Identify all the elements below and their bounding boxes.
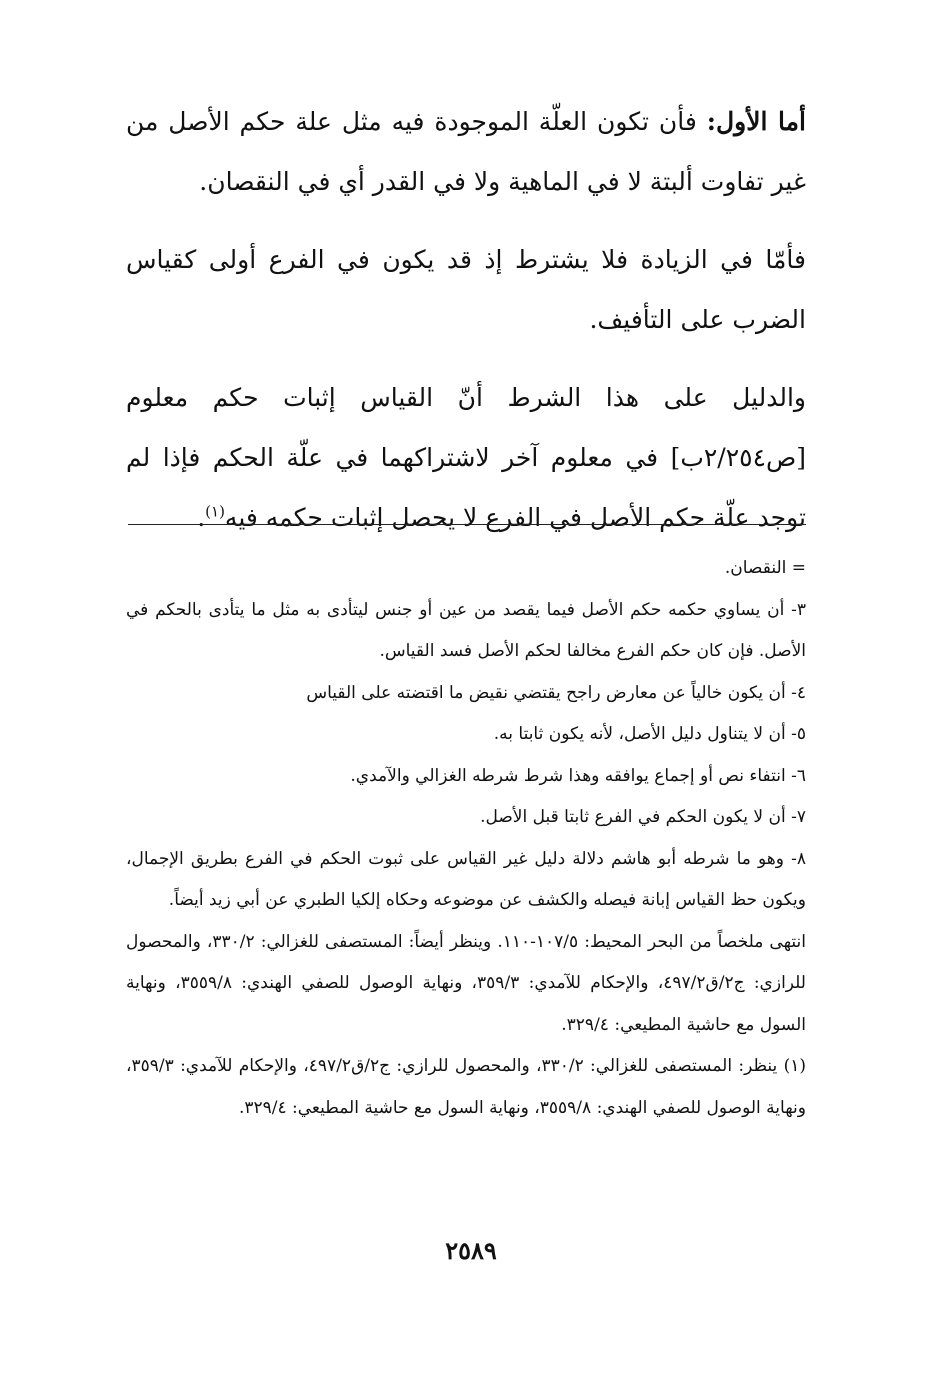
paragraph-1-lead: أما الأول: (706, 107, 807, 136)
paragraph-1 (126, 92, 806, 212)
footnote-separator (128, 524, 806, 525)
footnote-continuation: = النقصان. (724, 558, 806, 578)
paragraph-3-text: والدليل على هذا الشرط أنّ القياس إثبات حكم معلوم [ص٢/٢٥٤ب] في معلوم آخر لاشتراكهما في علّة الحكم فإذا لم توجد علّة حكم الأصل في الفرع لا يحصل إثبات حكمه فيه (126, 383, 806, 532)
footnote-item: ٤- أن يكون خالياً عن معارض راجح يقتضي نقيض ما اقتضته على القياس (306, 682, 806, 703)
footnotes (126, 548, 806, 1129)
footnote-item: ٨- وهو ما شرطه أبو هاشم دلالة دليل غير القياس على ثبوت الحكم في الفرع بطريق الإجمال، ويكون حظ القياس إبانة فيصله والكشف عن موضوعه وحكاه إلكيا الطبري عن أبي زيد أيضاً. (126, 848, 806, 910)
main-text (126, 92, 806, 566)
footnote-1: (١) ينظر: المستصفى للغزالي: ٣٣٠/٢، والمحصول للرازي: ج٢/ق٤٩٧/٢، والإحكام للآمدي: ٣٥٩/٣، ونهاية الوصول للصفي الهندي: ٣٥٥٩/٨، ونهاية السول مع حاشية المطيعي: ٣٢٩/٤. (126, 1056, 806, 1118)
page-number: ٢٥٨٩ (445, 1236, 497, 1265)
paragraph-3 (126, 368, 806, 548)
paragraph-3-end: . (197, 503, 206, 532)
footnote-sources: انتهى ملخصاً من البحر المحيط: ١٠٧/٥-١١٠. وينظر أيضاً: المستصفى للغزالي: ٣٣٠/٢، والمحصول للرازي: ج٢/ق٤٩٧/٢، والإحكام للآمدي: ٣٥٩/٣، ونهاية الوصول للصفي الهندي: ٣٥٥٩/٨، ونهاية السول مع حاشية المطيعي: ٣٢٩/٤. (126, 931, 806, 1035)
footnote-reference: (١) (205, 502, 225, 521)
footnote-item: ٧- أن لا يكون الحكم في الفرع ثابتا قبل الأصل. (480, 807, 806, 827)
paragraph-1-text: فأن تكون العلّة الموجودة فيه مثل علة حكم الأصل من غير تفاوت ألبتة لا في الماهية ولا في القدر أي في النقصان. (126, 107, 806, 196)
footnote-item: ٣- أن يساوي حكمه حكم الأصل فيما يقصد من عين أو جنس ليتأدى به مثل ما يتأدى بالحكم في الأصل. فإن كان حكم الفرع مخالفا لحكم الأصل فسد القياس. (126, 599, 806, 661)
footnote-item: ٦- انتفاء نص أو إجماع يوافقه وهذا شرط شرطه الغزالي والآمدي. (350, 765, 806, 786)
paragraph-2: فأمّا في الزيادة فلا يشترط إذ قد يكون في الفرع أولى كقياس الضرب على التأفيف. (126, 245, 806, 334)
footnote-item: ٥- أن لا يتناول دليل الأصل، لأنه يكون ثابتا به. (493, 724, 806, 744)
